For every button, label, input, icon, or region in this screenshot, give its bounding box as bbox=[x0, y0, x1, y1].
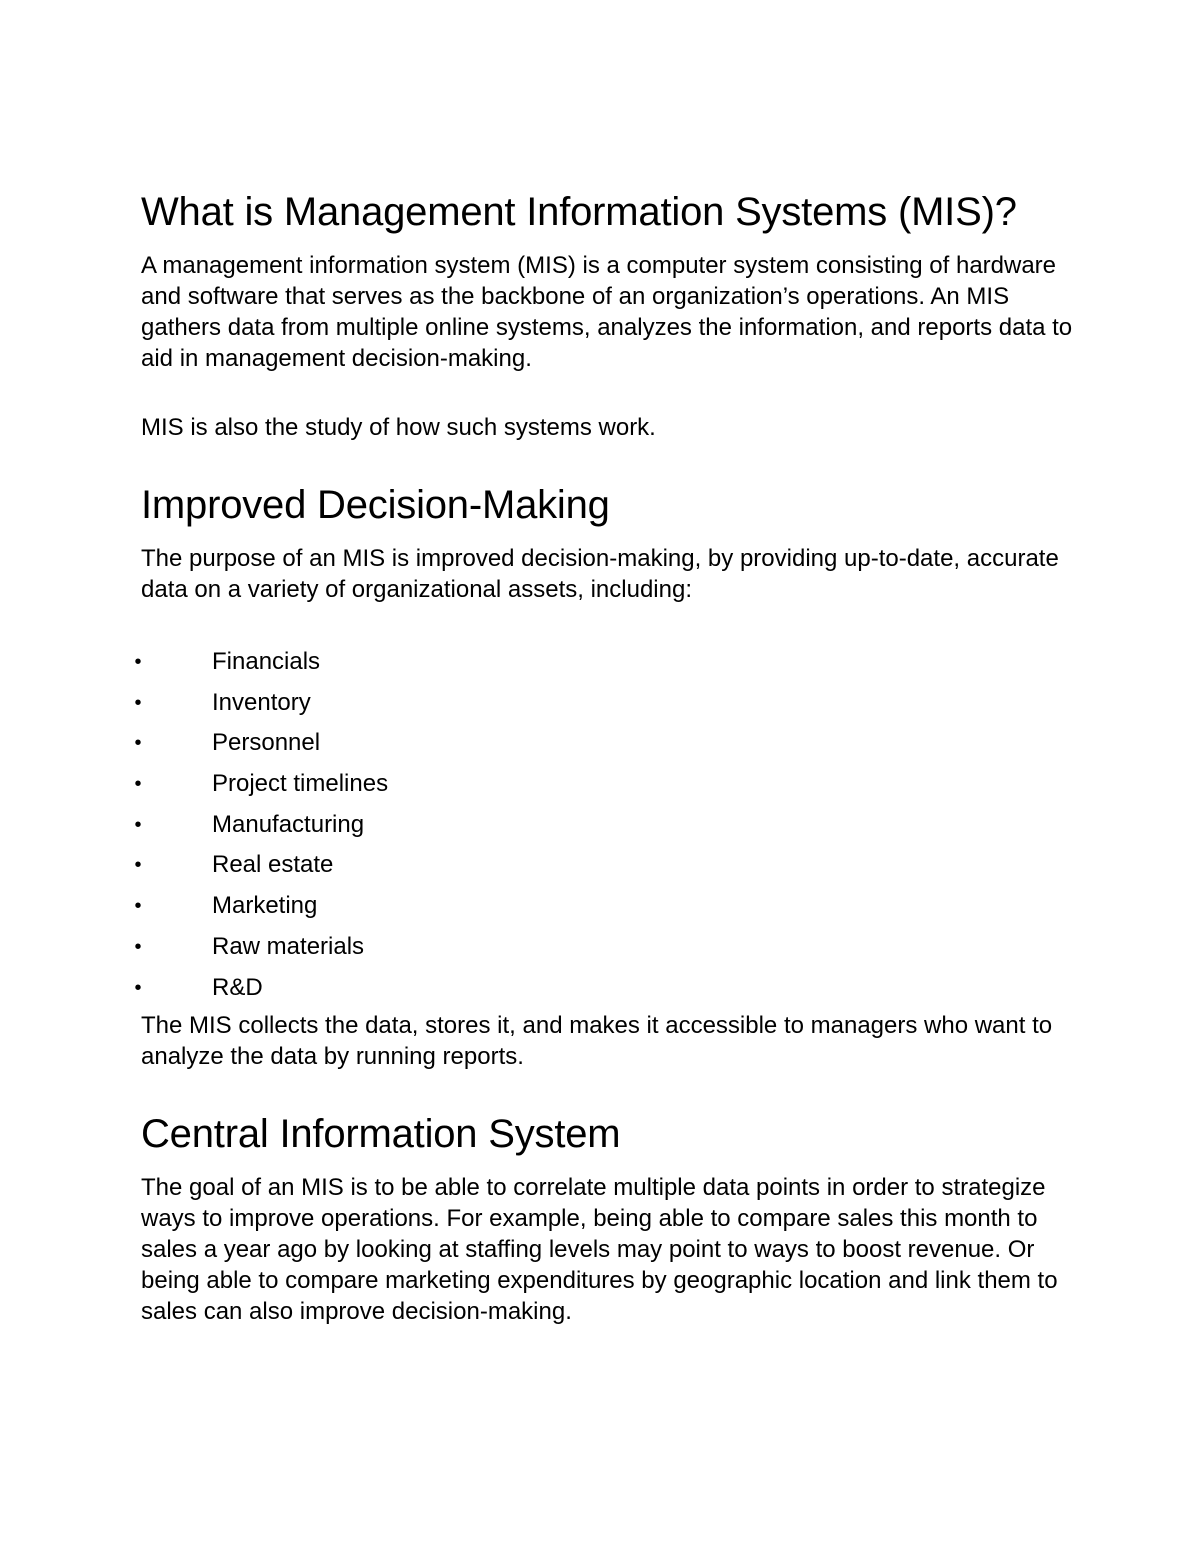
document-title: What is Management Information Systems (MIS)? bbox=[141, 190, 1017, 234]
collects-paragraph: The MIS collects the data, stores it, and makes it accessible to managers who want to analyze the data by running reports. bbox=[141, 1012, 1053, 1071]
list-item-label: Raw materials bbox=[212, 932, 365, 960]
bullet-icon: • bbox=[134, 732, 142, 755]
list-item-label: R&D bbox=[212, 973, 263, 1001]
document-body bbox=[134, 186, 1081, 1327]
list-item bbox=[134, 968, 1081, 1009]
list-item-label: Financials bbox=[212, 648, 321, 675]
list-item-label: Project timelines bbox=[212, 770, 389, 798]
list-item-label: Personnel bbox=[212, 729, 321, 757]
bullet-icon: • bbox=[134, 854, 142, 877]
list-item bbox=[134, 723, 1081, 764]
bullet-icon: • bbox=[134, 935, 142, 958]
bullet-icon: • bbox=[134, 976, 142, 999]
bullet-icon: • bbox=[134, 773, 142, 796]
study-paragraph: MIS is also the study of how such systems work. bbox=[141, 414, 656, 441]
assets-list bbox=[134, 642, 1081, 1008]
list-item bbox=[134, 642, 1081, 683]
list-item-label: Marketing bbox=[212, 892, 318, 920]
bullet-icon: • bbox=[134, 895, 142, 918]
bullet-icon: • bbox=[134, 651, 142, 673]
list-item bbox=[134, 683, 1081, 724]
list-item bbox=[134, 805, 1081, 846]
list-item bbox=[134, 764, 1081, 805]
decision-making-heading: Improved Decision-Making bbox=[141, 483, 610, 527]
bullet-icon: • bbox=[134, 813, 142, 836]
intro-paragraph: A management information system (MIS) is a computer system consisting of hardware and software that serves as the backbone of an organization’s operations. An MIS gathers data from multiple online systems, analyzes the information, and reports data to aid in management decision-making. bbox=[141, 252, 1073, 372]
list-item-label: Real estate bbox=[212, 851, 334, 879]
list-item bbox=[134, 886, 1081, 927]
goal-paragraph: The goal of an MIS is to be able to correlate multiple data points in order to strategize ways to improve operations. For example, being able to compare sales this month to sales a year ago by looking at staffing levels may point to ways to boost revenue. Or being able to compare marketing expenditures by geographic location and link them to sales can also improve decision-making. bbox=[141, 1174, 1058, 1326]
list-item-label: Manufacturing bbox=[212, 810, 365, 838]
list-item-label: Inventory bbox=[212, 688, 311, 716]
bullet-icon: • bbox=[134, 691, 142, 714]
list-item bbox=[134, 845, 1081, 886]
central-system-heading: Central Information System bbox=[141, 1112, 621, 1157]
purpose-paragraph: The purpose of an MIS is improved decision-making, by providing up-to-date, accurate data on a variety of organizational assets, including: bbox=[141, 545, 1059, 603]
list-item bbox=[134, 927, 1081, 968]
